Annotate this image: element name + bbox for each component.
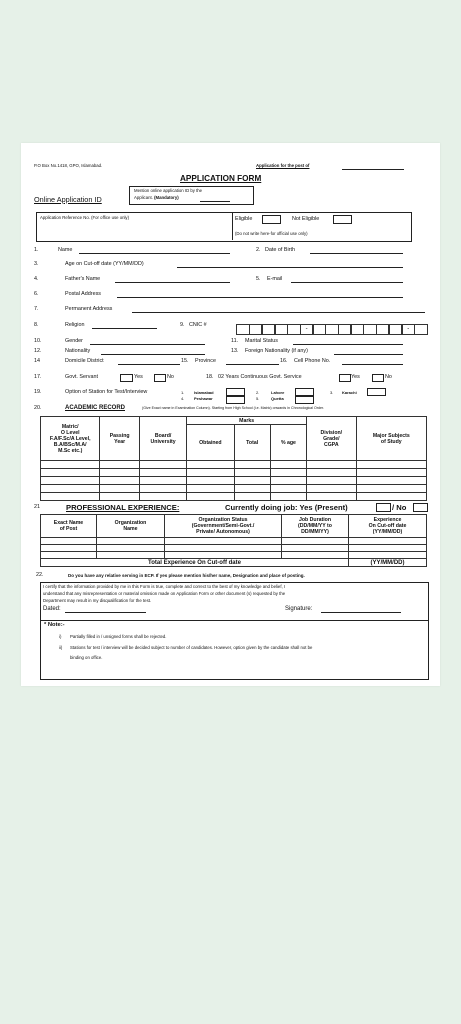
religion-field[interactable]	[92, 328, 157, 329]
father-name-label: Father's Name	[65, 276, 101, 282]
field-num-2: 2.	[256, 247, 261, 253]
board-header	[139, 417, 186, 461]
academic-record-title: ACADEMIC RECORD	[65, 405, 125, 411]
declaration-line-1: I certify that the information provided by me in this Form is true, complete and correct to the best of my knowledge and belief, I	[43, 584, 286, 589]
table-row[interactable]	[41, 552, 427, 559]
notes-box	[40, 620, 429, 680]
continuous-service-label: 02 Years Continuous Govt. Service	[218, 374, 302, 380]
gender-field[interactable]	[90, 344, 205, 345]
signature-field[interactable]	[321, 612, 401, 613]
subjects-header-line: of Study	[380, 438, 402, 445]
eligible-checkbox[interactable]	[262, 215, 281, 224]
govt-servant-no-checkbox[interactable]	[154, 374, 166, 382]
station-karachi-label: Karachi	[342, 390, 357, 395]
cnic-digit[interactable]	[325, 324, 338, 335]
station-option-label: Option of Station for Test/Interview	[65, 389, 148, 395]
relative-question: Do you have any relative serving in ECP. If yes please mention his/her name, Designation and place of posting.	[68, 573, 305, 578]
table-row[interactable]	[41, 469, 427, 477]
continuous-yes-checkbox[interactable]	[339, 374, 351, 382]
board-header-line: Board/	[154, 432, 172, 439]
declaration-line-2: understand that any misrepresentation or material omission made on Application Form or other document (s) requested by the	[43, 591, 286, 596]
degree-header-line: M.Sc etc.)	[58, 447, 83, 454]
cnic-boxes[interactable]	[237, 324, 428, 335]
cnic-digit[interactable]	[313, 324, 326, 335]
total-experience-format[interactable]: (YY/MM/DD)	[349, 559, 427, 567]
nationality-field[interactable]	[101, 354, 205, 355]
office-divider	[232, 212, 233, 240]
not-eligible-checkbox[interactable]	[333, 215, 352, 224]
father-name-field[interactable]	[115, 282, 230, 283]
field-num-21: 21	[34, 504, 40, 510]
field-num-7: 7.	[34, 306, 39, 312]
experience-header-line: On Cut-off date	[368, 523, 407, 529]
degree-header-line: O Level	[60, 429, 80, 436]
field-num-19: 19.	[34, 389, 42, 395]
declaration-line-3: Department may result in my disqualification for the test.	[43, 598, 152, 603]
degree-header-line: F.A/F.Sc/A Level,	[49, 435, 91, 442]
division-header	[307, 417, 356, 461]
cnic-digit[interactable]	[376, 324, 389, 335]
station-karachi-checkbox[interactable]	[367, 388, 386, 396]
cnic-digit[interactable]	[338, 324, 351, 335]
table-row[interactable]	[41, 485, 427, 493]
dob-field[interactable]	[310, 253, 403, 254]
note-ii-text-2: binding on office.	[70, 655, 103, 660]
field-num-17: 17.	[34, 374, 42, 380]
station-peshawar-label: Peshawar	[194, 396, 213, 401]
field-num-6: 6.	[34, 291, 39, 297]
station-peshawar-checkbox[interactable]	[226, 396, 245, 404]
govt-yes-label: Yes	[134, 374, 143, 380]
currently-doing-job-label: Currently doing job: Yes (Present)	[225, 503, 348, 512]
province-label: Province	[195, 358, 216, 364]
field-num-20: 20.	[34, 405, 42, 411]
cnic-digit[interactable]	[414, 324, 427, 335]
name-field[interactable]	[79, 253, 230, 254]
table-row[interactable]	[41, 461, 427, 469]
division-header-line: CGPA	[324, 441, 339, 448]
org-header-line: Name	[123, 526, 138, 532]
cnic-digit[interactable]	[262, 324, 275, 335]
field-num-9: 9.	[180, 322, 185, 328]
post-field[interactable]	[342, 169, 404, 170]
field-num-11: 11.	[231, 338, 239, 344]
po-box-address: P.O Box No.1418, GPO, Islamabad.	[34, 163, 103, 168]
note-ii-text: Stations for test / interview will be decided subject to number of candidates. However, option given by the candidate shall not be	[70, 645, 313, 650]
permanent-address-field[interactable]	[132, 312, 425, 313]
station-num-4: 4.	[181, 396, 185, 401]
cnic-dash: -	[300, 324, 313, 335]
field-num-10: 10.	[34, 338, 42, 344]
post-header-line: Exact Name	[53, 520, 84, 526]
division-header-line: Division/	[320, 429, 343, 436]
experience-header	[349, 515, 427, 538]
province-field[interactable]	[226, 364, 279, 365]
duration-header-line: Job Duration	[299, 517, 331, 523]
org-header-line: Organization	[114, 520, 147, 526]
dob-label: Date of Birth	[265, 247, 295, 253]
field-num-16: 16.	[280, 358, 288, 364]
online-id-field[interactable]	[200, 201, 230, 202]
eligible-label: Eligible	[235, 216, 253, 222]
passing-year-header	[100, 417, 140, 461]
cnic-digit[interactable]	[389, 324, 402, 335]
foreign-nationality-field[interactable]	[334, 354, 403, 355]
age-field[interactable]	[177, 267, 403, 268]
field-num-13: 13.	[231, 348, 239, 354]
status-header-line: (Government/Semi-Govt./	[191, 523, 255, 529]
name-label: Name	[58, 247, 73, 253]
station-quetta-label: Quetta	[271, 396, 284, 401]
degree-header	[41, 417, 100, 461]
cell-phone-label: Cell Phone No.	[294, 358, 331, 364]
online-id-note-2	[134, 195, 179, 200]
online-id-note: Mention online application ID by the	[134, 188, 203, 193]
station-num-1: 1.	[181, 390, 185, 395]
field-num-22: 22.	[36, 572, 44, 578]
org-status-header	[165, 515, 282, 538]
foreign-nationality-label: Foreign Nationality (if any)	[245, 348, 308, 354]
dated-field[interactable]	[65, 612, 146, 613]
post-header	[41, 515, 97, 538]
online-id-label: Online Application ID	[34, 195, 102, 204]
total-experience-label: Total Experience On Cut-off date	[41, 559, 349, 567]
table-row[interactable]	[41, 538, 427, 545]
professional-experience-title: PROFESSIONAL EXPERIENCE:	[66, 503, 180, 512]
field-num-18: 18.	[206, 374, 214, 380]
field-num-4: 4.	[34, 276, 39, 282]
station-islamabad-checkbox[interactable]	[226, 388, 245, 396]
postal-address-field[interactable]	[117, 297, 403, 298]
experience-header-line: (YY/MM/DD)	[372, 529, 403, 535]
academic-record-table	[40, 416, 427, 501]
cnic-digit[interactable]	[249, 324, 262, 335]
applicant-label: Applicant.	[134, 195, 153, 200]
field-num-14: 14	[34, 358, 40, 364]
passing-header-line: Passing	[109, 432, 130, 439]
cnic-dash: -	[402, 324, 415, 335]
degree-header-line: Matric/	[61, 423, 79, 430]
station-num-5: 5.	[256, 396, 260, 401]
board-header-line: University	[150, 438, 176, 445]
email-field[interactable]	[291, 282, 403, 283]
age-label: Age on Cut-off date (YY/MM/DD)	[65, 261, 144, 267]
official-use-note: (Do not write here-for official use only)	[235, 231, 308, 236]
domicile-label: Domicile District	[65, 358, 104, 364]
cell-phone-field[interactable]	[342, 364, 403, 365]
currently-job-no-checkbox[interactable]	[413, 503, 428, 512]
station-lahore-checkbox[interactable]	[295, 388, 314, 396]
experience-header-line: Experience	[373, 517, 402, 523]
total-header: Total	[234, 425, 270, 461]
field-num-1: 1.	[34, 247, 39, 253]
note-title: * Note:-	[44, 622, 65, 628]
table-row[interactable]	[41, 545, 427, 552]
post-label: Application for the post of	[256, 163, 310, 168]
religion-label: Religion	[65, 322, 85, 328]
station-num-2: 2.	[256, 390, 260, 395]
status-header-line: Organization Status	[198, 517, 248, 523]
signature-label: Signature:	[285, 606, 313, 612]
marital-status-field[interactable]	[293, 344, 403, 345]
cnic-digit[interactable]	[287, 324, 300, 335]
note-num-ii: ii)	[59, 645, 63, 650]
not-eligible-label: Not Eligible	[292, 216, 320, 222]
subjects-header-line: Major Subjects	[372, 432, 410, 439]
field-num-12: 12.	[34, 348, 42, 354]
permanent-address-label: Permanent Address	[65, 306, 113, 312]
org-header	[97, 515, 165, 538]
field-num-15: 15.	[181, 358, 189, 364]
passing-header-line: Year	[114, 438, 126, 445]
academic-record-note: (Give Exact name in Examination Column). Starting from High School (i.e. Matric) onwards in Chronological Order.	[142, 406, 324, 410]
degree-header-line: B.A/BSc/M.A/	[53, 441, 87, 448]
table-row[interactable]	[41, 493, 427, 501]
cnic-label: CNIC #	[189, 322, 207, 328]
status-header-line: Private/ Autonomous)	[196, 529, 250, 535]
percent-header: % age	[270, 425, 306, 461]
division-header-line: Grade/	[323, 435, 340, 442]
govt-no-label: No	[167, 374, 174, 380]
cnic-digit[interactable]	[236, 324, 249, 335]
table-row[interactable]	[41, 477, 427, 485]
form-title: APPLICATION FORM	[180, 174, 262, 183]
note-num-i: i)	[59, 634, 62, 639]
marks-header: Marks	[187, 417, 307, 425]
currently-job-yes-checkbox[interactable]	[376, 503, 391, 512]
station-lahore-label: Lahore	[271, 390, 285, 395]
gender-label: Gender	[65, 338, 83, 344]
station-quetta-checkbox[interactable]	[295, 396, 314, 404]
note-i-text: Partially filled in / unsigned forms shall be rejected.	[70, 634, 167, 639]
cnic-digit[interactable]	[275, 324, 288, 335]
cnic-digit[interactable]	[351, 324, 364, 335]
station-num-3: 3.	[330, 390, 334, 395]
professional-experience-table	[40, 514, 427, 567]
duration-header-line: (DD/MM/YY to	[298, 523, 332, 529]
dated-label: Dated:	[43, 606, 61, 612]
station-islamabad-label: Islamabad	[194, 390, 214, 395]
duration-header	[282, 515, 349, 538]
continuous-no-checkbox[interactable]	[372, 374, 384, 382]
field-num-8: 8.	[34, 322, 39, 328]
email-label: E-mail	[267, 276, 283, 282]
continuous-no-label: No	[385, 374, 392, 380]
nationality-label: Nationality	[65, 348, 91, 354]
application-form-page	[21, 143, 440, 686]
domicile-field[interactable]	[118, 364, 180, 365]
duration-header-line: DD/MM/YY)	[301, 529, 329, 535]
continuous-yes-label: Yes	[351, 374, 360, 380]
marital-status-label: Marital Status	[245, 338, 278, 344]
post-header-line: of Post	[59, 526, 78, 532]
field-num-5: 5.	[256, 276, 261, 282]
field-num-3: 3.	[34, 261, 39, 267]
obtained-header: Obtained	[187, 425, 234, 461]
currently-job-no-label: / No	[392, 503, 407, 512]
govt-servant-label: Govt. Servant	[65, 374, 98, 380]
postal-address-label: Postal Address	[65, 291, 101, 297]
govt-servant-yes-checkbox[interactable]	[120, 374, 133, 382]
subjects-header	[356, 417, 426, 461]
cnic-digit[interactable]	[363, 324, 376, 335]
mandatory-label: (Mandatory)	[154, 195, 179, 200]
ref-no-label: Application Reference No. (For office use only)	[40, 215, 130, 220]
